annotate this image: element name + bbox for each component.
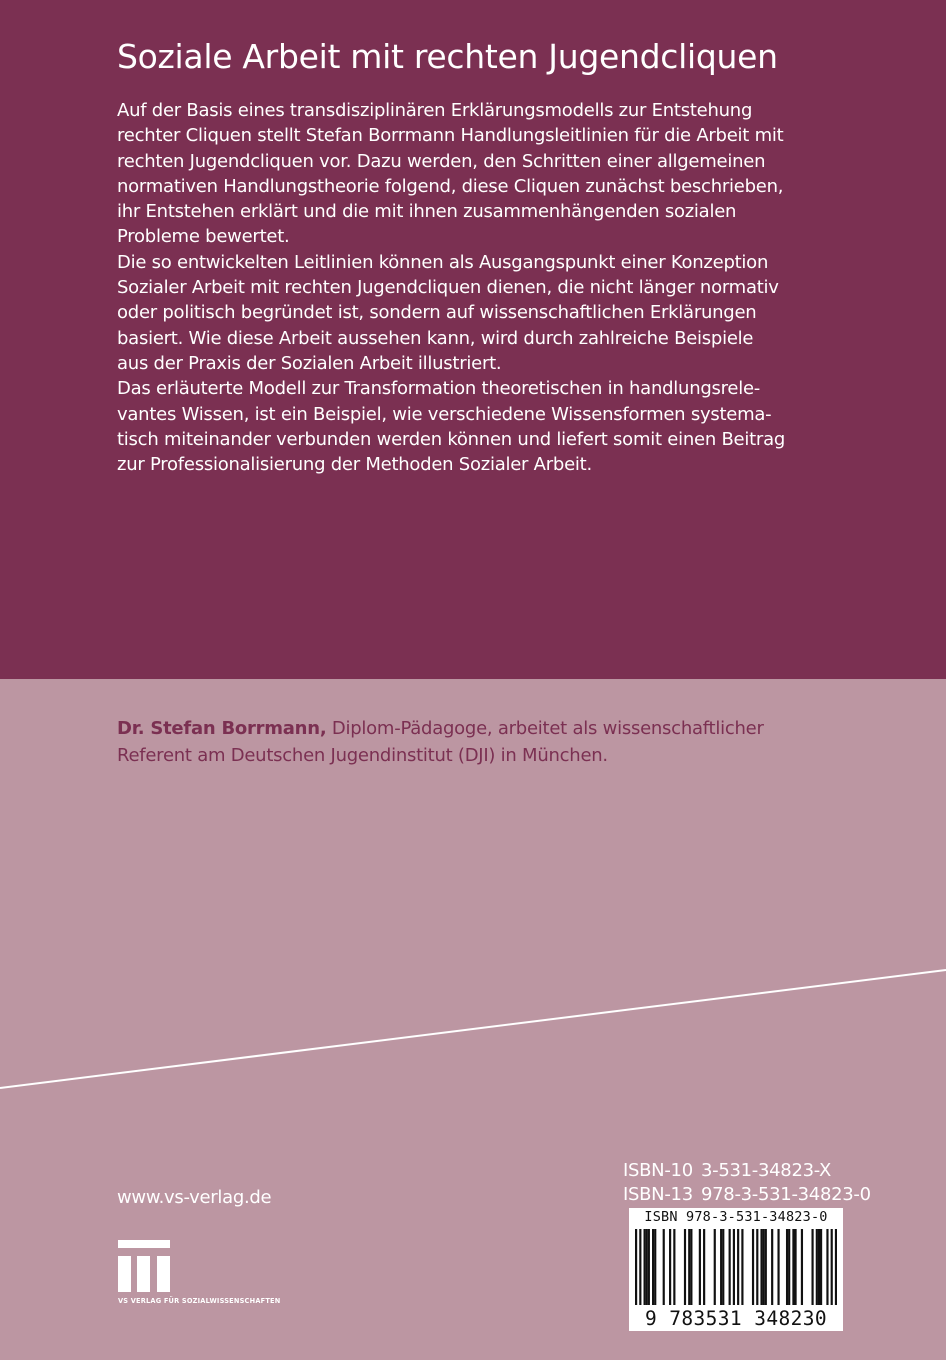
barcode-bar	[720, 1229, 722, 1305]
barcode-bar	[788, 1229, 790, 1305]
blurb-line: oder politisch begründet ist, sondern auf wissenschaftlichen Erklärungen	[117, 302, 757, 324]
barcode-bar	[831, 1229, 833, 1305]
barcode-bar	[690, 1229, 692, 1305]
barcode-bar	[644, 1229, 646, 1305]
barcode-bar	[771, 1229, 773, 1305]
blurb-line: normativen Handlungstheorie folgend, diese Cliquen zunächst beschrieben,	[117, 175, 784, 197]
blurb-line: Auf der Basis eines transdisziplinären Erklärungsmodells zur Entstehung	[117, 100, 753, 121]
barcode-bar	[765, 1229, 767, 1305]
isbn13-value: 978-3-531-34823-0	[701, 1184, 871, 1205]
barcode-bar	[699, 1229, 701, 1305]
blurb-line: rechten Jugendcliquen vor. Dazu werden, den Schritten einer allgemeinen	[117, 150, 766, 172]
barcode-bar	[714, 1229, 716, 1305]
isbn10-label: ISBN-10	[623, 1160, 693, 1181]
barcode-bar	[763, 1229, 765, 1305]
barcode-bar	[663, 1229, 665, 1305]
barcode-bar	[722, 1229, 724, 1305]
blurb-line: rechter Cliquen stellt Stefan Borrmann Handlungsleitlinien für die Arbeit mit	[117, 125, 784, 147]
isbn13-row	[623, 1183, 871, 1207]
barcode-bar	[654, 1229, 656, 1305]
barcode-bar	[835, 1229, 837, 1305]
barcode-bar	[648, 1229, 650, 1305]
blurb-line: Das erläuterte Modell zur Transformation theoretischen in handlungsrele-	[117, 378, 761, 400]
blurb-line: aus der Praxis der Sozialen Arbeit illustriert.	[117, 352, 502, 374]
barcode-bar	[820, 1229, 822, 1305]
blurb-text	[117, 98, 829, 477]
barcode-digits: 9 783531 348230	[644, 1307, 828, 1330]
publisher-logo	[118, 1240, 328, 1310]
blurb-line: basiert. Wie diese Arbeit aussehen kann, wird durch zahlreiche Beispiele	[117, 327, 754, 349]
blurb-line: Probleme bewertet.	[117, 226, 290, 248]
isbn10-value: 3-531-34823-X	[701, 1160, 832, 1181]
barcode-bar	[786, 1229, 788, 1305]
barcode-bar	[752, 1229, 754, 1305]
barcode-bar	[703, 1229, 705, 1305]
barcode-bar	[818, 1229, 820, 1305]
barcode-bar	[639, 1229, 641, 1305]
blurb-line: vantes Wissen, ist ein Beispiel, wie verschiedene Wissensformen systema-	[117, 403, 772, 425]
author-name: Dr. Stefan Borrmann,	[117, 718, 327, 739]
blurb-line: tisch miteinander verbunden werden können und liefert somit einen Beitrag	[117, 428, 786, 450]
barcode-bar	[688, 1229, 690, 1305]
barcode-bar	[741, 1229, 743, 1305]
barcode-bar	[811, 1229, 813, 1305]
publisher-logo-text: VS VERLAG FÜR SOZIALWISSENSCHAFTEN	[118, 1297, 281, 1305]
barcode-bar	[760, 1229, 762, 1305]
barcode-bar	[816, 1229, 818, 1305]
barcode-bar	[756, 1229, 758, 1305]
isbn13-label: ISBN-13	[623, 1184, 693, 1205]
barcode-bar	[635, 1229, 637, 1305]
vs-verlag-logo-icon	[118, 1240, 170, 1292]
blurb-line: Die so entwickelten Leitlinien können als Ausgangspunkt einer Konzeption	[117, 251, 769, 273]
book-title: Soziale Arbeit mit rechten Jugendcliquen	[117, 37, 778, 76]
barcode-bar	[652, 1229, 654, 1305]
barcode-bar	[737, 1229, 739, 1305]
barcode-bar	[673, 1229, 675, 1305]
blurb-line: zur Professionalisierung der Methoden Sozialer Arbeit.	[117, 454, 592, 476]
barcode-bar	[826, 1229, 828, 1305]
barcode-bar	[733, 1229, 735, 1305]
author-bio	[117, 715, 837, 769]
isbn10-row	[623, 1159, 871, 1183]
author-bio-line: Referent am Deutschen Jugendinstitut (DJI) in München.	[117, 745, 608, 766]
publisher-url[interactable]: www.vs-verlag.de	[117, 1187, 272, 1208]
barcode-bar	[646, 1229, 648, 1305]
isbn-block	[623, 1159, 871, 1207]
author-bio-text: Diplom-Pädagoge, arbeitet als wissenschaftlicher	[326, 718, 764, 739]
barcode-bar	[801, 1229, 803, 1305]
barcode-bar	[669, 1229, 671, 1305]
barcode-bar	[729, 1229, 731, 1305]
blurb-line: Sozialer Arbeit mit rechten Jugendcliquen dienen, die nicht länger normativ	[117, 277, 779, 299]
barcode-bar	[777, 1229, 779, 1305]
ean13-barcode-icon	[635, 1229, 837, 1309]
barcode-bar	[684, 1229, 686, 1305]
blurb-line: ihr Entstehen erklärt und die mit ihnen zusammenhängenden sozialen	[117, 201, 737, 223]
barcode-bar	[794, 1229, 796, 1305]
barcode-bar	[792, 1229, 794, 1305]
barcode	[629, 1208, 843, 1331]
author-bio-line	[117, 715, 837, 742]
barcode-isbn-text: ISBN 978-3-531-34823-0	[644, 1209, 828, 1225]
